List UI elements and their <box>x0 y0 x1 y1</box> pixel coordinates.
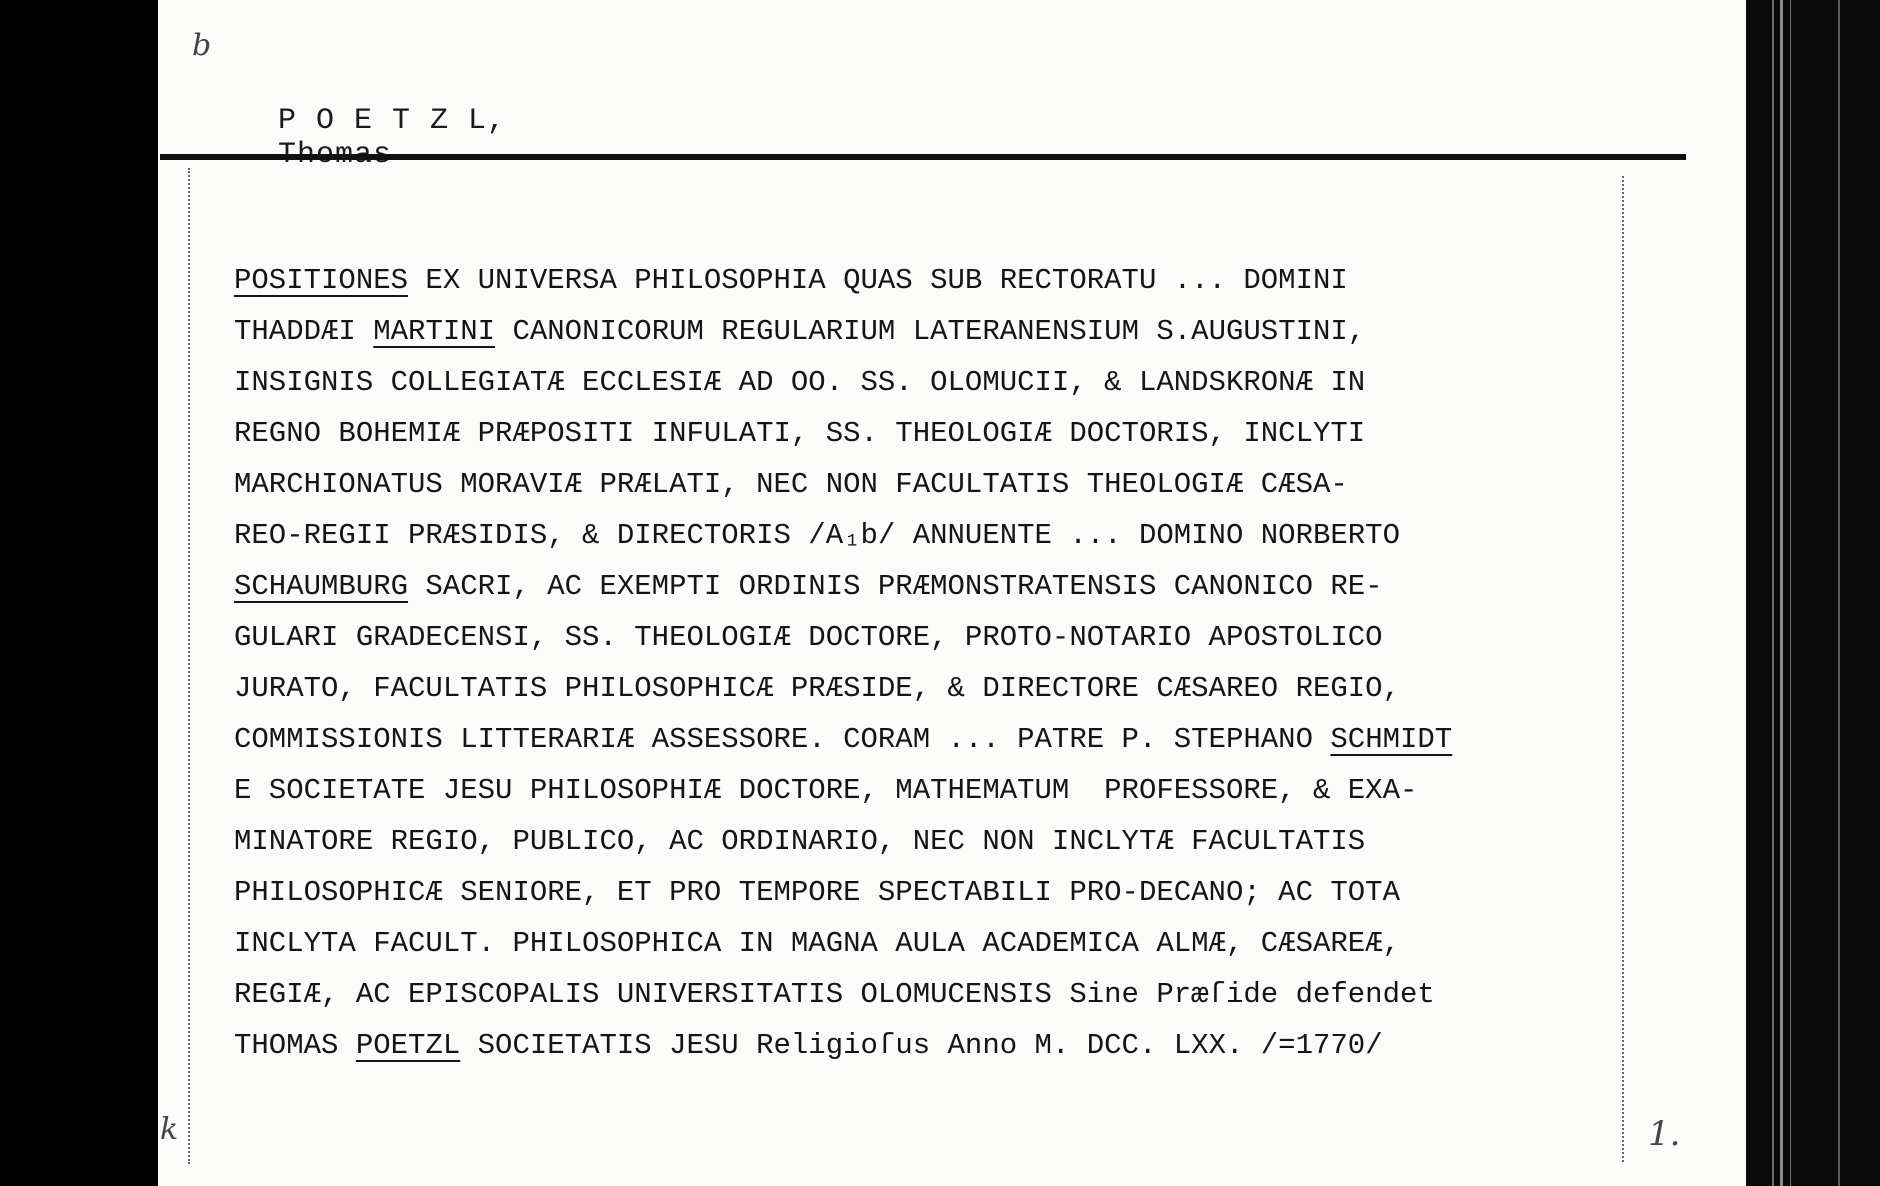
text-segment: THOMAS <box>234 1029 356 1062</box>
text-line <box>234 357 1654 408</box>
text-segment: PHILOSOPHICÆ SENIORE, ET PRO TEMPORE SPECTABILI PRO-DECANO; AC TOTA <box>234 876 1400 909</box>
underlined-name: SCHMIDT <box>1330 723 1453 756</box>
text-segment: GULARI GRADECENSI, SS. THEOLOGIÆ DOCTORE, PROTO-NOTARIO APOSTOLICO <box>234 621 1383 654</box>
text-segment: INSIGNIS COLLEGIATÆ ECCLESIÆ AD OO. SS. OLOMUCII, & LANDSKRONÆ IN <box>234 366 1366 399</box>
text-segment: SOCIETATIS JESU Religioſus Anno M. DCC. LXX. /=1770/ <box>460 1029 1383 1062</box>
text-segment: INCLYTA FACULT. PHILOSOPHICA IN MAGNA AULA ACADEMICA ALMÆ, CÆSAREÆ, <box>234 927 1400 960</box>
text-line <box>234 918 1654 969</box>
text-line <box>234 765 1654 816</box>
underlined-name: MARTINI <box>373 315 496 348</box>
text-segment: JURATO, FACULTATIS PHILOSOPHICÆ PRÆSIDE, & DIRECTORE CÆSAREO REGIO, <box>234 672 1400 705</box>
handwritten-mark-bottom-right: 1. <box>1648 1114 1681 1154</box>
header-rule <box>160 154 1686 160</box>
text-line <box>234 612 1654 663</box>
text-segment: E SOCIETATE JESU PHILOSOPHIÆ DOCTORE, MATHEMATUM PROFESSORE, & EXA- <box>234 774 1418 807</box>
text-segment: REGNO BOHEMIÆ PRÆPOSITI INFULATI, SS. THEOLOGIÆ DOCTORIS, INCLYTI <box>234 417 1366 450</box>
text-segment: MINATORE REGIO, PUBLICO, AC ORDINARIO, NEC NON INCLYTÆ FACULTATIS <box>234 825 1366 858</box>
text-line <box>234 561 1654 612</box>
text-line <box>234 1020 1654 1071</box>
text-line <box>234 459 1654 510</box>
text-segment: EX UNIVERSA PHILOSOPHIA QUAS SUB RECTORATU ... DOMINI <box>408 264 1348 297</box>
underlined-name: POETZL <box>355 1029 461 1062</box>
text-segment: REGIÆ, AC EPISCOPALIS UNIVERSITATIS OLOMUCENSIS Sine Præſide defendet <box>234 978 1435 1011</box>
text-segment: REO-REGII PRÆSIDIS, & DIRECTORIS /A₁b/ ANNUENTE ... DOMINO NORBERTO <box>234 519 1400 552</box>
text-segment: THADDÆI <box>234 315 374 348</box>
text-line <box>234 816 1654 867</box>
text-line <box>234 408 1654 459</box>
text-segment: COMMISSIONIS LITTERARIÆ ASSESSORE. CORAM ... PATRE P. STEPHANO <box>234 723 1331 756</box>
handwritten-mark-top-left: b <box>192 28 212 63</box>
text-line <box>234 867 1654 918</box>
text-segment: SACRI, AC EXEMPTI ORDINIS PRÆMONSTRATENSIS CANONICO RE- <box>408 570 1383 603</box>
text-line <box>234 663 1654 714</box>
dotted-frame-left <box>188 168 190 1164</box>
underlined-name: SCHAUMBURG <box>234 570 409 603</box>
text-line <box>234 714 1654 765</box>
text-segment: CANONICORUM REGULARIUM LATERANENSIUM S.AUGUSTINI, <box>495 315 1366 348</box>
surname: P O E T Z L, <box>278 104 507 138</box>
underlined-name: POSITIONES <box>234 264 409 297</box>
scan-edge-strip <box>1746 0 1880 1186</box>
handwritten-mark-bottom-left: k <box>160 1112 179 1147</box>
text-line <box>234 306 1654 357</box>
title-transcription <box>234 255 1654 1071</box>
text-line <box>234 969 1654 1020</box>
text-line <box>234 255 1654 306</box>
text-line <box>234 510 1654 561</box>
text-segment: MARCHIONATUS MORAVIÆ PRÆLATI, NEC NON FACULTATIS THEOLOGIÆ CÆSA- <box>234 468 1348 501</box>
